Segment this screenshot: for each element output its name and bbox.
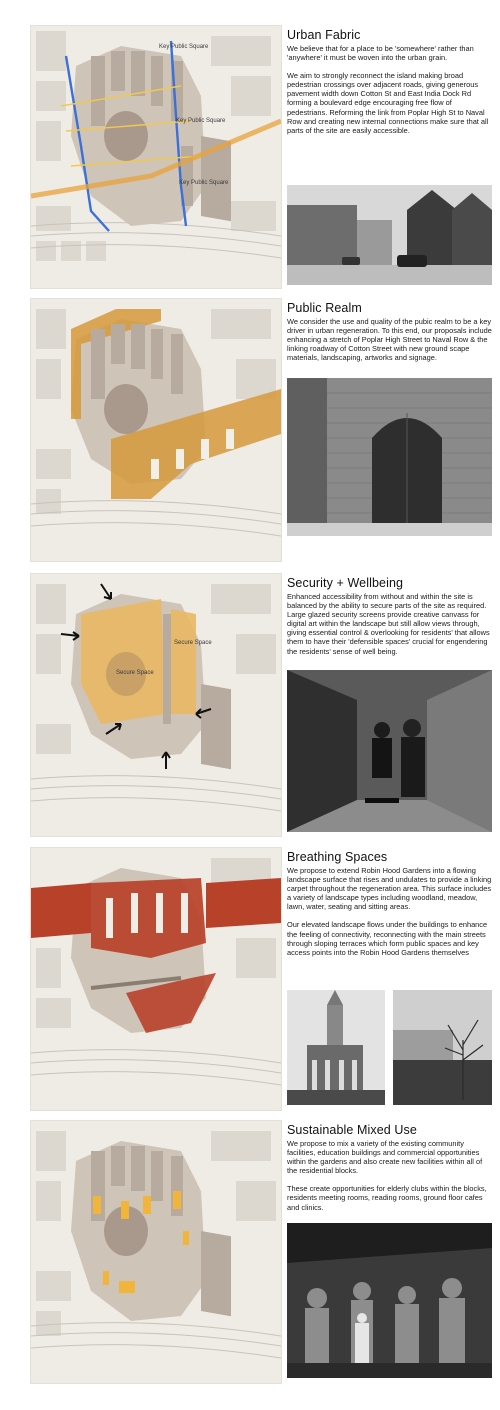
public-realm-map bbox=[30, 298, 282, 562]
urban-fabric-map bbox=[30, 25, 282, 289]
map-label-key-public-square-2: Key Public Square bbox=[176, 118, 226, 124]
section-title: Public Realm bbox=[287, 301, 362, 315]
section-urban-fabric bbox=[0, 25, 500, 290]
section-paragraph: We believe that for a place to be 'somewhere' rather than 'anywhere' it must be woven into the urban grain. bbox=[287, 44, 474, 63]
map-label-secure-space-2: Secure Space bbox=[174, 640, 212, 646]
section-title: Sustainable Mixed Use bbox=[287, 1123, 417, 1137]
residents-corridor-photo bbox=[287, 670, 492, 832]
section-title: Urban Fabric bbox=[287, 28, 361, 42]
market-crowd-photo bbox=[287, 1223, 492, 1378]
section-paragraph: We aim to strongly reconnect the island making broad pedestrian crossings over adjacent roads, giving generous pavement width down Cotton St and East India Dock Rd forming a boulevard edge encouraging free flow of pedestrians. Reforming the link from Poplar High St to Naval Row and creating new internal connections make sure that all parts of the site are easily accessible. bbox=[287, 71, 489, 135]
section-paragraph: We propose to extend Robin Hood Gardens into a flowing landscape surface that rises and undulates to provide a linking carpet throughout the regeneration area. This surface includes a variety of landscape types including woodland, meadow, lawn, water, seating and sitting areas. bbox=[287, 866, 492, 912]
breathing-spaces-map bbox=[30, 847, 282, 1111]
section-title: Breathing Spaces bbox=[287, 850, 388, 864]
map-label-secure-space-1: Secure Space bbox=[116, 670, 154, 676]
section-paragraph: These create opportunities for elderly clubs within the blocks, residents meeting rooms, reading rooms, ground floor cafes and clinics. bbox=[287, 1184, 487, 1212]
security-map bbox=[30, 573, 282, 837]
section-sustainable-mixed-use bbox=[0, 1120, 500, 1382]
section-paragraph: Enhanced accessibility from without and within the site is balanced by the ability to secure parts of the site as required. Large glazed security screens provide creative canvass for digital art within the landscape but still allow views through, giving essential control & overlooking for residents' that allows them to have their 'defensible spaces' crucial for engendering the residents' sense of well being. bbox=[287, 592, 490, 656]
brick-arch-door-photo bbox=[287, 378, 492, 536]
section-paragraph: Our elevated landscape flows under the buildings to enhance the feeling of connectivity, reconnecting with the main streets through sloping terraces which form public spaces and key access points into the Robin Hood Gardens themselves bbox=[287, 920, 488, 957]
street-houses-photo bbox=[287, 185, 492, 285]
section-public-realm bbox=[0, 298, 500, 560]
tree-landscape-photo bbox=[393, 990, 492, 1105]
map-label-key-public-square-3: Key Public Square bbox=[179, 180, 229, 186]
section-paragraph: We propose to mix a variety of the existing community facilities, education buildings and commercial opportunities within the gardens and also create new facilities within all of the residential blocks. bbox=[287, 1139, 483, 1176]
section-title: Security + Wellbeing bbox=[287, 576, 404, 590]
church-photo bbox=[287, 990, 385, 1105]
map-label-key-public-square-1: Key Public Square bbox=[159, 44, 209, 50]
section-breathing-spaces bbox=[0, 847, 500, 1109]
section-paragraph: We consider the use and quality of the pubic realm to be a key driver in urban regeneration. To this end, our proposals include enhancing a stretch of Poplar High Street to Naval Row & the linking roadway of Cotton Street with new ground scape materials, landscaping, artworks and signage. bbox=[287, 317, 492, 363]
mixed-use-map bbox=[30, 1120, 282, 1384]
section-security-wellbeing bbox=[0, 573, 500, 835]
